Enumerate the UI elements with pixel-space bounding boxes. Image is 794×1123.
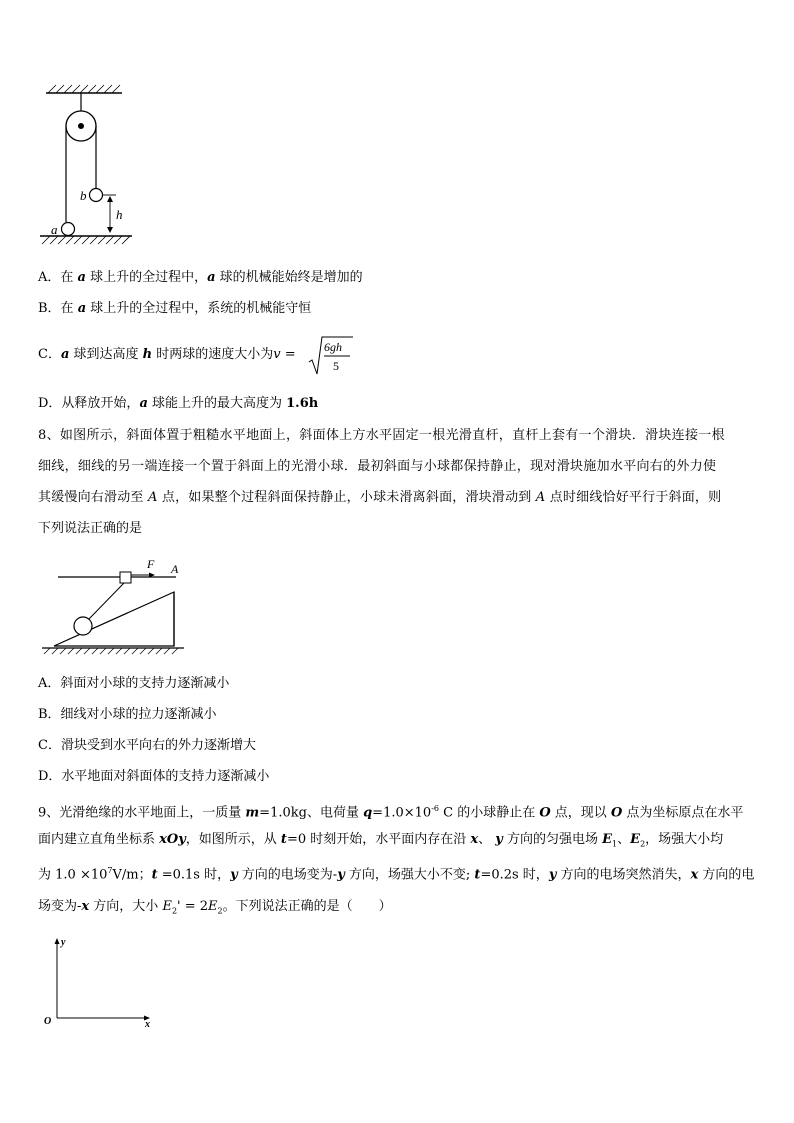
q9-text-line-4: 场变为-x 方向，大小 $E_2' = 2E_2$。下列说法正确的是（ ） xyxy=(38,899,392,916)
small-ball xyxy=(74,617,92,635)
q8-option-a: A．斜面对小球的支持力逐渐减小 xyxy=(38,676,230,691)
label-F: F xyxy=(147,557,155,571)
pulley-figure xyxy=(36,80,136,250)
label-a: a xyxy=(51,222,58,237)
incline-body xyxy=(54,592,174,646)
q9-text-line-3: 为 $1.0 \times 10^7V/m$；t =0.1s 时，y 方向的电场变为-y 方向，场强大小不变; t=0.2s 时，y 方向的电场突然消失，x 方向的电 xyxy=(38,866,755,883)
ball-b xyxy=(90,189,103,202)
label-A: A xyxy=(171,562,179,576)
coordinate-axes-figure xyxy=(40,934,160,1030)
q8-text-line-3: 其缓慢向右滑动至 A 点，如果整个过程斜面保持静止，小球未滑离斜面，滑块滑动到 A 点时细线恰好平行于斜面，则 xyxy=(38,490,722,505)
sqrt-denominator: 5 xyxy=(333,359,339,373)
ceiling xyxy=(46,85,122,93)
q9-text-line-2: 面内建立直角坐标系 xOy，如图所示，从 t=0 时刻开始，水平面内存在沿 x、 y 方向的匀强电场 $E_1$、$E_2$，场强大小均 xyxy=(38,832,724,849)
label-x: x xyxy=(145,1019,150,1030)
sqrt-formula xyxy=(308,334,354,378)
q7-option-a: A．在 a 球上升的全过程中，a 球的机械能始终是增加的 xyxy=(38,270,363,285)
label-b: b xyxy=(80,188,87,203)
ball-a xyxy=(62,223,75,236)
q8-option-b: B．细线对小球的拉力逐渐减小 xyxy=(38,707,217,722)
q8-text-line-4: 下列说法正确的是 xyxy=(38,521,143,536)
q7-option-d: D．从释放开始，a 球能上升的最大高度为 1.6h xyxy=(38,396,319,411)
sqrt-numerator: 6gh xyxy=(324,340,342,354)
q8-text-line-1: 8、如图所示，斜面体置于粗糙水平地面上，斜面体上方水平固定一根光滑直杆，直杆上套有一个滑块．滑块连接一根 xyxy=(38,428,725,443)
label-y: y xyxy=(61,937,66,948)
incline-figure xyxy=(40,556,190,658)
q9-text-line-1: 9、光滑绝缘的水平地面上，一质量 m=1.0kg、电荷量 $q=1.0\times 10^{-6}$ C 的小球静止在 O 点，现以 O 点为坐标原点在水平 xyxy=(38,804,744,821)
q7-option-c: C．a 球到达高度 h 时两球的速度大小为v = xyxy=(38,347,296,362)
q8-option-c: C．滑块受到水平向右的外力逐渐增大 xyxy=(38,738,256,753)
label-h: h xyxy=(116,207,123,222)
slider-block xyxy=(120,572,131,583)
floor xyxy=(40,236,132,244)
q8-option-d: D．水平地面对斜面体的支持力逐渐减小 xyxy=(38,769,270,784)
q8-text-line-2: 细线，细线的另一端连接一个置于斜面上的光滑小球．最初斜面与小球都保持静止，现对滑块施加水平向右的外力使 xyxy=(38,459,717,474)
label-O: O xyxy=(44,1016,52,1027)
q7-option-b: B．在 a 球上升的全过程中，系统的机械能守恒 xyxy=(38,301,312,316)
